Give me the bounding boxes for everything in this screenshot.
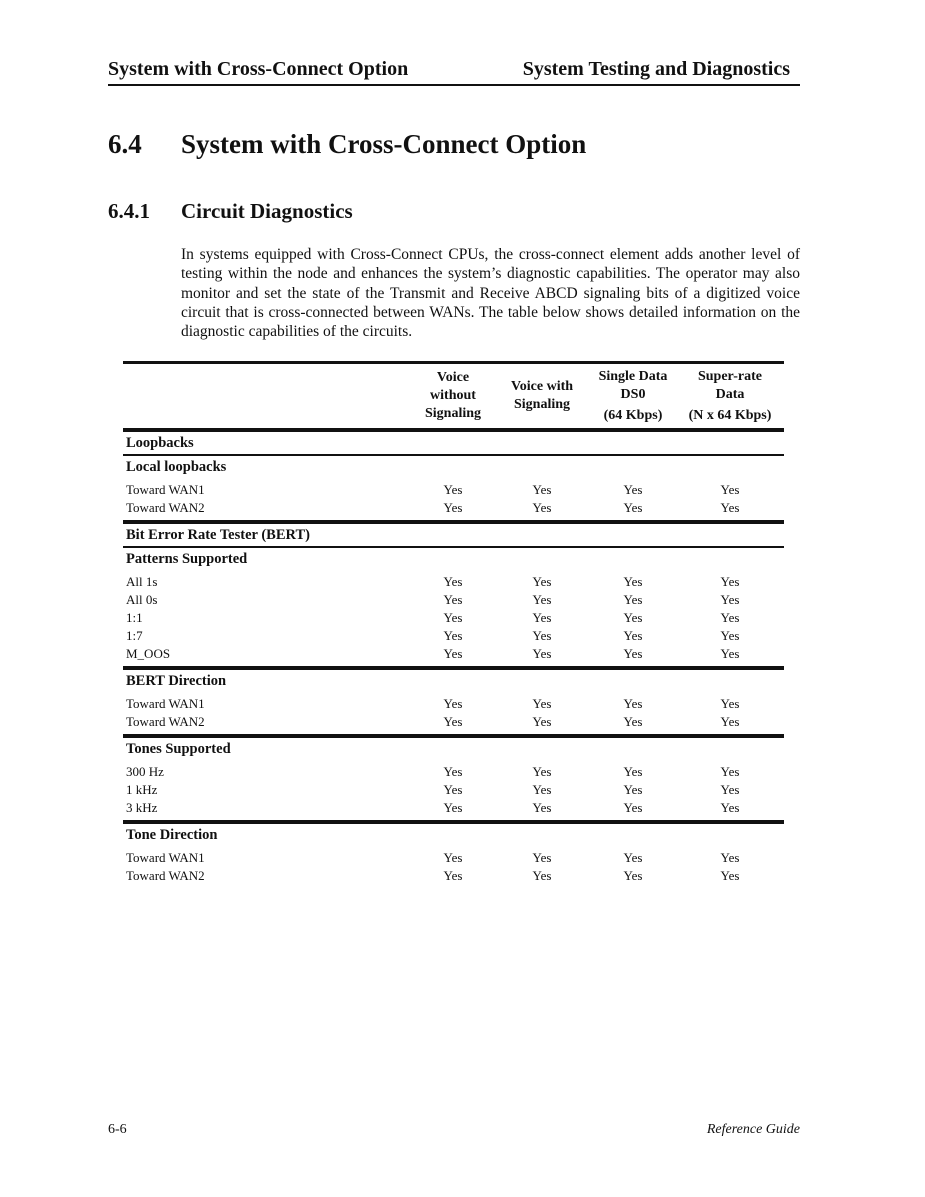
row-label: 3 kHz — [126, 800, 158, 815]
column-header — [407, 364, 499, 428]
table-cell: Yes — [623, 868, 643, 883]
column-header-sub: (N x 64 Kbps) — [688, 407, 772, 423]
table-cell: Yes — [532, 800, 552, 815]
table-cell: Yes — [443, 592, 463, 607]
table-cell: Yes — [720, 592, 740, 607]
table-cell: Yes — [623, 628, 643, 643]
table-row — [123, 591, 784, 609]
table-cell: Yes — [443, 850, 463, 865]
table-cell: Yes — [623, 800, 643, 815]
table-cell: Yes — [443, 696, 463, 711]
table-group — [123, 738, 784, 824]
group-title: Loopbacks — [123, 432, 784, 456]
table-cell: Yes — [623, 592, 643, 607]
row-list — [123, 763, 784, 820]
running-header — [108, 56, 800, 86]
table-row — [123, 799, 784, 817]
table-cell: Yes — [443, 714, 463, 729]
intro-paragraph: In systems equipped with Cross-Connect CPUs, the cross-connect element adds another level of testing within the node and enhances the system’s diagnostic capabilities. The operator may also monitor and set the state of the Transmit and Receive ABCD signaling bits of a digitized voice circuit that is cross-connected between WANs. The table below shows detailed information on the diagnostic capabilities of the circuits. — [181, 246, 800, 341]
table-cell: Yes — [443, 482, 463, 497]
subgroup-title: Local loopbacks — [126, 459, 227, 475]
table-group — [123, 524, 784, 670]
table-cell: Yes — [532, 482, 552, 497]
table-cell: Yes — [623, 696, 643, 711]
table-cell: Yes — [532, 764, 552, 779]
table-cell: Yes — [623, 574, 643, 589]
table-cell: Yes — [720, 646, 740, 661]
column-header-label: Voice with Signaling — [510, 379, 574, 412]
table-cell: Yes — [623, 782, 643, 797]
row-list — [123, 573, 784, 666]
table-cell: Yes — [623, 764, 643, 779]
section-heading — [108, 129, 586, 160]
table-cell: Yes — [443, 646, 463, 661]
row-label: Toward WAN2 — [126, 714, 205, 729]
row-list — [123, 849, 784, 888]
subgroup-title: Tones Supported — [126, 741, 231, 757]
row-label: Toward WAN1 — [126, 850, 205, 865]
row-label: Toward WAN1 — [126, 696, 205, 711]
table-row — [123, 849, 784, 867]
column-header-sub: (64 Kbps) — [603, 407, 663, 423]
table-cell: Yes — [623, 500, 643, 515]
table-cell: Yes — [720, 782, 740, 797]
table-row — [123, 645, 784, 663]
table-cell: Yes — [532, 714, 552, 729]
column-header — [587, 364, 679, 428]
table-cell: Yes — [720, 482, 740, 497]
table-cell: Yes — [443, 868, 463, 883]
subgroup-title: Patterns Supported — [126, 551, 248, 567]
subgroup-title: Tone Direction — [126, 827, 218, 843]
table-cell: Yes — [623, 646, 643, 661]
header-section-title: System Testing and Diagnostics — [522, 58, 790, 80]
column-header-label: Super-rate Data — [697, 368, 763, 402]
row-label: 1:1 — [126, 610, 143, 625]
table-cell: Yes — [720, 764, 740, 779]
table-cell: Yes — [443, 628, 463, 643]
table-row — [123, 573, 784, 591]
table-cell: Yes — [720, 800, 740, 815]
table-cell: Yes — [532, 610, 552, 625]
table-row — [123, 499, 784, 517]
group-title: Bit Error Rate Tester (BERT) — [123, 524, 784, 548]
table-cell: Yes — [443, 574, 463, 589]
table-cell: Yes — [532, 628, 552, 643]
table-cell: Yes — [443, 610, 463, 625]
row-label: 300 Hz — [126, 764, 164, 779]
table-cell: Yes — [720, 868, 740, 883]
table-cell: Yes — [623, 850, 643, 865]
table-row — [123, 481, 784, 499]
table-row — [123, 627, 784, 645]
row-label: M_OOS — [126, 646, 171, 661]
row-label: Toward WAN1 — [126, 482, 205, 497]
table-row — [123, 609, 784, 627]
subsection-heading — [108, 199, 353, 224]
row-list — [123, 481, 784, 520]
table-cell: Yes — [532, 592, 552, 607]
table-cell: Yes — [443, 800, 463, 815]
table-cell: Yes — [720, 574, 740, 589]
table-cell: Yes — [532, 646, 552, 661]
row-label: 1 kHz — [126, 782, 158, 797]
column-header — [496, 364, 588, 428]
table-cell: Yes — [720, 696, 740, 711]
table-group — [123, 824, 784, 888]
table-cell: Yes — [720, 850, 740, 865]
table-cell: Yes — [720, 610, 740, 625]
table-row — [123, 781, 784, 799]
table-cell: Yes — [532, 850, 552, 865]
table-row — [123, 763, 784, 781]
section-number: 6.4 — [108, 129, 142, 159]
row-label: All 1s — [126, 574, 158, 589]
table-cell: Yes — [720, 714, 740, 729]
table-cell: Yes — [720, 500, 740, 515]
table-row — [123, 867, 784, 885]
footer-title: Reference Guide — [706, 1122, 800, 1137]
page-number: 6-6 — [108, 1122, 127, 1137]
table-cell: Yes — [532, 782, 552, 797]
header-chapter-title: System with Cross-Connect Option — [108, 58, 409, 80]
row-label: Toward WAN2 — [126, 868, 205, 883]
subgroup-title: BERT Direction — [126, 673, 227, 689]
table-cell: Yes — [532, 574, 552, 589]
row-label: Toward WAN2 — [126, 500, 205, 515]
column-header — [684, 364, 776, 428]
column-header-label: Single Data DS0 — [598, 368, 668, 402]
table-cell: Yes — [623, 610, 643, 625]
row-list — [123, 695, 784, 734]
table-group — [123, 670, 784, 738]
table-cell: Yes — [443, 764, 463, 779]
subsection-number: 6.4.1 — [108, 199, 150, 223]
table-cell: Yes — [532, 696, 552, 711]
table-cell: Yes — [532, 500, 552, 515]
section-title: System with Cross-Connect Option — [181, 129, 587, 159]
table-cell: Yes — [623, 482, 643, 497]
row-label: 1:7 — [126, 628, 143, 643]
table-row — [123, 713, 784, 731]
subsection-title: Circuit Diagnostics — [181, 199, 353, 223]
table-cell: Yes — [443, 782, 463, 797]
table-header — [123, 364, 784, 432]
table-cell: Yes — [623, 714, 643, 729]
row-label: All 0s — [126, 592, 158, 607]
table-cell: Yes — [443, 500, 463, 515]
column-header-label: Voice without Signaling — [424, 370, 482, 421]
table-row — [123, 695, 784, 713]
table-cell: Yes — [720, 628, 740, 643]
table-cell: Yes — [532, 868, 552, 883]
table-group — [123, 432, 784, 524]
diagnostics-table — [123, 361, 784, 888]
